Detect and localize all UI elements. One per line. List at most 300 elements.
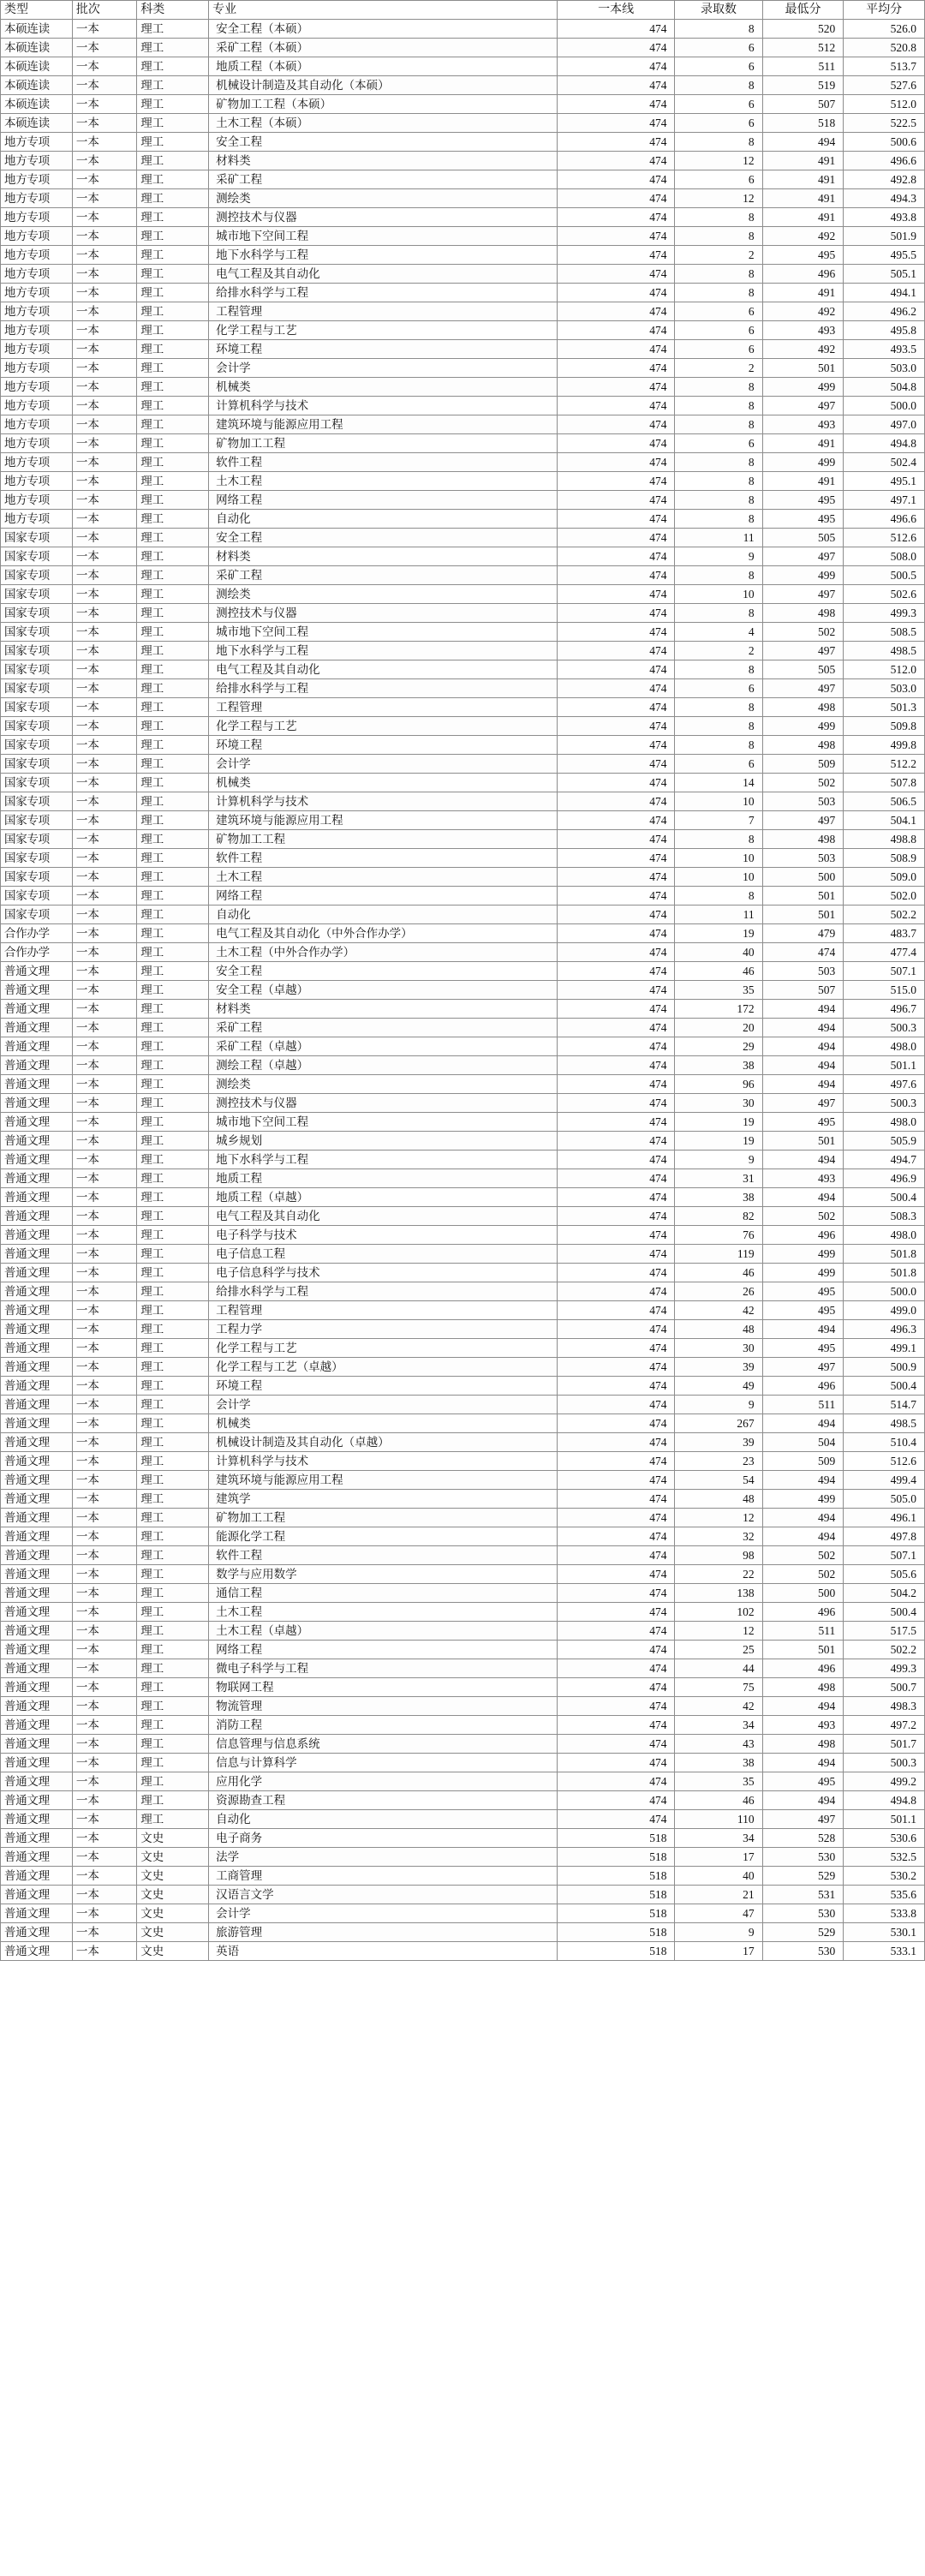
cell-batch: 一本 [72, 1113, 136, 1132]
cell-type: 普通文理 [1, 1037, 73, 1056]
cell-batch: 一本 [72, 1075, 136, 1094]
cell-min-score: 479 [762, 924, 844, 943]
cell-admitted-count: 6 [675, 679, 762, 698]
cell-major: 软件工程 [209, 849, 558, 868]
cell-avg-score: 527.6 [844, 76, 925, 95]
cell-type: 普通文理 [1, 1414, 73, 1433]
cell-admitted-count: 138 [675, 1584, 762, 1603]
cell-min-score: 496 [762, 265, 844, 284]
cell-first-tier-line: 474 [557, 1207, 675, 1226]
cell-subject: 理工 [137, 1358, 209, 1377]
cell-first-tier-line: 518 [557, 1942, 675, 1961]
cell-subject: 理工 [137, 1584, 209, 1603]
cell-avg-score: 498.8 [844, 830, 925, 849]
cell-subject: 文史 [137, 1886, 209, 1904]
cell-admitted-count: 9 [675, 1396, 762, 1414]
cell-first-tier-line: 474 [557, 943, 675, 962]
cell-subject: 理工 [137, 604, 209, 623]
cell-first-tier-line: 474 [557, 265, 675, 284]
cell-first-tier-line: 474 [557, 1169, 675, 1188]
cell-type: 地方专项 [1, 189, 73, 208]
cell-type: 普通文理 [1, 1584, 73, 1603]
cell-major: 会计学 [209, 359, 558, 378]
table-row [1, 924, 925, 943]
cell-subject: 文史 [137, 1923, 209, 1942]
cell-avg-score: 502.2 [844, 1641, 925, 1659]
cell-avg-score: 477.4 [844, 943, 925, 962]
cell-type: 国家专项 [1, 642, 73, 660]
cell-avg-score: 508.9 [844, 849, 925, 868]
cell-avg-score: 508.3 [844, 1207, 925, 1226]
cell-type: 地方专项 [1, 397, 73, 415]
cell-batch: 一本 [72, 1245, 136, 1264]
cell-batch: 一本 [72, 378, 136, 397]
cell-avg-score: 501.3 [844, 698, 925, 717]
cell-avg-score: 499.1 [844, 1339, 925, 1358]
cell-min-score: 511 [762, 1622, 844, 1641]
cell-subject: 理工 [137, 529, 209, 547]
cell-subject: 理工 [137, 1226, 209, 1245]
cell-min-score: 511 [762, 57, 844, 76]
cell-min-score: 493 [762, 1169, 844, 1188]
cell-type: 国家专项 [1, 698, 73, 717]
cell-admitted-count: 6 [675, 114, 762, 133]
cell-batch: 一本 [72, 1301, 136, 1320]
cell-subject: 理工 [137, 1414, 209, 1433]
cell-admitted-count: 7 [675, 811, 762, 830]
cell-type: 地方专项 [1, 152, 73, 170]
cell-min-score: 495 [762, 1339, 844, 1358]
cell-subject: 文史 [137, 1848, 209, 1867]
cell-batch: 一本 [72, 1622, 136, 1641]
cell-first-tier-line: 474 [557, 1754, 675, 1772]
cell-type: 国家专项 [1, 887, 73, 905]
cell-batch: 一本 [72, 1565, 136, 1584]
cell-subject: 理工 [137, 1207, 209, 1226]
cell-avg-score: 500.3 [844, 1019, 925, 1037]
cell-major: 土木工程 [209, 472, 558, 491]
cell-first-tier-line: 474 [557, 152, 675, 170]
table-row [1, 1245, 925, 1264]
table-row [1, 604, 925, 623]
cell-major: 法学 [209, 1848, 558, 1867]
cell-type: 普通文理 [1, 1320, 73, 1339]
cell-first-tier-line: 474 [557, 1471, 675, 1490]
cell-batch: 一本 [72, 1169, 136, 1188]
cell-type: 普通文理 [1, 1810, 73, 1829]
table-row [1, 585, 925, 604]
table-row [1, 1867, 925, 1886]
cell-first-tier-line: 474 [557, 547, 675, 566]
cell-first-tier-line: 474 [557, 1622, 675, 1641]
cell-admitted-count: 8 [675, 133, 762, 152]
cell-min-score: 494 [762, 133, 844, 152]
cell-subject: 理工 [137, 1490, 209, 1509]
cell-subject: 理工 [137, 208, 209, 227]
cell-subject: 理工 [137, 284, 209, 302]
cell-batch: 一本 [72, 1829, 136, 1848]
header-row [1, 1, 925, 20]
cell-admitted-count: 98 [675, 1546, 762, 1565]
cell-first-tier-line: 518 [557, 1886, 675, 1904]
cell-min-score: 502 [762, 774, 844, 792]
cell-major: 微电子科学与工程 [209, 1659, 558, 1678]
cell-admitted-count: 6 [675, 170, 762, 189]
cell-min-score: 507 [762, 95, 844, 114]
cell-type: 普通文理 [1, 1735, 73, 1754]
cell-avg-score: 499.3 [844, 604, 925, 623]
cell-type: 国家专项 [1, 679, 73, 698]
cell-major: 汉语言文学 [209, 1886, 558, 1904]
cell-first-tier-line: 474 [557, 1791, 675, 1810]
cell-first-tier-line: 474 [557, 1603, 675, 1622]
cell-subject: 理工 [137, 1019, 209, 1037]
cell-subject: 理工 [137, 642, 209, 660]
cell-batch: 一本 [72, 1226, 136, 1245]
cell-first-tier-line: 474 [557, 736, 675, 755]
cell-batch: 一本 [72, 284, 136, 302]
cell-avg-score: 499.3 [844, 1659, 925, 1678]
cell-admitted-count: 46 [675, 1264, 762, 1282]
table-row [1, 1301, 925, 1320]
cell-admitted-count: 12 [675, 152, 762, 170]
cell-type: 地方专项 [1, 415, 73, 434]
cell-admitted-count: 14 [675, 774, 762, 792]
cell-first-tier-line: 474 [557, 623, 675, 642]
cell-avg-score: 502.4 [844, 453, 925, 472]
cell-subject: 理工 [137, 1056, 209, 1075]
cell-first-tier-line: 474 [557, 227, 675, 246]
cell-admitted-count: 6 [675, 340, 762, 359]
cell-type: 普通文理 [1, 1019, 73, 1037]
cell-admitted-count: 8 [675, 510, 762, 529]
table-row [1, 378, 925, 397]
cell-avg-score: 512.6 [844, 529, 925, 547]
cell-type: 国家专项 [1, 792, 73, 811]
cell-min-score: 495 [762, 1282, 844, 1301]
cell-batch: 一本 [72, 1716, 136, 1735]
cell-admitted-count: 2 [675, 642, 762, 660]
cell-admitted-count: 47 [675, 1904, 762, 1923]
cell-subject: 理工 [137, 811, 209, 830]
cell-avg-score: 508.5 [844, 623, 925, 642]
cell-subject: 理工 [137, 170, 209, 189]
cell-major: 电气工程及其自动化 [209, 265, 558, 284]
cell-subject: 理工 [137, 453, 209, 472]
cell-first-tier-line: 518 [557, 1867, 675, 1886]
cell-first-tier-line: 474 [557, 39, 675, 57]
cell-first-tier-line: 474 [557, 1188, 675, 1207]
cell-batch: 一本 [72, 133, 136, 152]
cell-admitted-count: 75 [675, 1678, 762, 1697]
cell-avg-score: 496.1 [844, 1509, 925, 1527]
cell-major: 测绘工程（卓越） [209, 1056, 558, 1075]
cell-subject: 理工 [137, 415, 209, 434]
cell-first-tier-line: 474 [557, 1151, 675, 1169]
table-body [1, 20, 925, 1961]
cell-subject: 理工 [137, 547, 209, 566]
cell-batch: 一本 [72, 114, 136, 133]
cell-batch: 一本 [72, 1697, 136, 1716]
cell-batch: 一本 [72, 1414, 136, 1433]
cell-admitted-count: 48 [675, 1320, 762, 1339]
cell-first-tier-line: 474 [557, 415, 675, 434]
cell-admitted-count: 11 [675, 529, 762, 547]
cell-min-score: 494 [762, 1056, 844, 1075]
cell-admitted-count: 48 [675, 1490, 762, 1509]
cell-major: 自动化 [209, 510, 558, 529]
cell-subject: 理工 [137, 1697, 209, 1716]
cell-type: 普通文理 [1, 1113, 73, 1132]
table-row [1, 887, 925, 905]
cell-subject: 理工 [137, 265, 209, 284]
table-row [1, 1188, 925, 1207]
table-row [1, 265, 925, 284]
cell-batch: 一本 [72, 1396, 136, 1414]
cell-type: 国家专项 [1, 905, 73, 924]
cell-min-score: 501 [762, 359, 844, 378]
cell-subject: 理工 [137, 1339, 209, 1358]
table-row [1, 1132, 925, 1151]
cell-avg-score: 509.8 [844, 717, 925, 736]
cell-admitted-count: 2 [675, 246, 762, 265]
table-row [1, 246, 925, 265]
cell-first-tier-line: 474 [557, 170, 675, 189]
table-row [1, 1037, 925, 1056]
cell-subject: 理工 [137, 1377, 209, 1396]
cell-admitted-count: 30 [675, 1094, 762, 1113]
table-row [1, 1735, 925, 1754]
table-row [1, 566, 925, 585]
table-row [1, 962, 925, 981]
cell-batch: 一本 [72, 1791, 136, 1810]
cell-admitted-count: 8 [675, 887, 762, 905]
cell-admitted-count: 6 [675, 302, 762, 321]
cell-min-score: 497 [762, 547, 844, 566]
table-row [1, 755, 925, 774]
cell-min-score: 500 [762, 1584, 844, 1603]
cell-avg-score: 507.1 [844, 1546, 925, 1565]
cell-min-score: 520 [762, 20, 844, 39]
cell-first-tier-line: 474 [557, 1527, 675, 1546]
cell-min-score: 494 [762, 1414, 844, 1433]
cell-first-tier-line: 474 [557, 529, 675, 547]
cell-first-tier-line: 518 [557, 1923, 675, 1942]
cell-first-tier-line: 474 [557, 792, 675, 811]
cell-major: 安全工程 [209, 133, 558, 152]
cell-major: 化学工程与工艺 [209, 717, 558, 736]
cell-first-tier-line: 474 [557, 642, 675, 660]
cell-type: 普通文理 [1, 1886, 73, 1904]
cell-avg-score: 501.1 [844, 1056, 925, 1075]
cell-type: 普通文理 [1, 1151, 73, 1169]
cell-subject: 理工 [137, 1245, 209, 1264]
cell-type: 国家专项 [1, 811, 73, 830]
cell-batch: 一本 [72, 1772, 136, 1791]
cell-batch: 一本 [72, 1282, 136, 1301]
cell-admitted-count: 8 [675, 453, 762, 472]
cell-batch: 一本 [72, 1132, 136, 1151]
cell-min-score: 494 [762, 1151, 844, 1169]
cell-first-tier-line: 474 [557, 755, 675, 774]
cell-batch: 一本 [72, 642, 136, 660]
cell-batch: 一本 [72, 679, 136, 698]
cell-avg-score: 517.5 [844, 1622, 925, 1641]
cell-first-tier-line: 474 [557, 1132, 675, 1151]
cell-avg-score: 499.0 [844, 1301, 925, 1320]
cell-batch: 一本 [72, 849, 136, 868]
cell-avg-score: 500.0 [844, 1282, 925, 1301]
cell-admitted-count: 8 [675, 472, 762, 491]
cell-major: 采矿工程（本硕） [209, 39, 558, 57]
cell-major: 安全工程（本硕） [209, 20, 558, 39]
cell-first-tier-line: 474 [557, 585, 675, 604]
table-row [1, 1810, 925, 1829]
cell-subject: 理工 [137, 491, 209, 510]
cell-type: 地方专项 [1, 472, 73, 491]
cell-avg-score: 504.1 [844, 811, 925, 830]
cell-avg-score: 501.8 [844, 1264, 925, 1282]
cell-type: 普通文理 [1, 1509, 73, 1527]
cell-batch: 一本 [72, 491, 136, 510]
cell-subject: 理工 [137, 660, 209, 679]
cell-avg-score: 497.8 [844, 1527, 925, 1546]
cell-major: 环境工程 [209, 340, 558, 359]
cell-major: 网络工程 [209, 1641, 558, 1659]
cell-min-score: 503 [762, 792, 844, 811]
cell-subject: 理工 [137, 1264, 209, 1282]
cell-avg-score: 535.6 [844, 1886, 925, 1904]
cell-major: 化学工程与工艺 [209, 1339, 558, 1358]
cell-batch: 一本 [72, 95, 136, 114]
cell-subject: 理工 [137, 736, 209, 755]
table-row [1, 698, 925, 717]
cell-major: 建筑环境与能源应用工程 [209, 415, 558, 434]
cell-min-score: 492 [762, 227, 844, 246]
cell-major: 土木工程 [209, 1603, 558, 1622]
cell-type: 本硕连读 [1, 76, 73, 95]
cell-admitted-count: 34 [675, 1829, 762, 1848]
cell-type: 地方专项 [1, 227, 73, 246]
cell-type: 国家专项 [1, 547, 73, 566]
cell-avg-score: 522.5 [844, 114, 925, 133]
table-row [1, 1772, 925, 1791]
table-row [1, 717, 925, 736]
cell-major: 机械类 [209, 774, 558, 792]
cell-major: 电子科学与技术 [209, 1226, 558, 1245]
cell-admitted-count: 8 [675, 698, 762, 717]
cell-first-tier-line: 474 [557, 20, 675, 39]
cell-subject: 理工 [137, 698, 209, 717]
cell-major: 工程管理 [209, 698, 558, 717]
cell-first-tier-line: 474 [557, 981, 675, 1000]
cell-min-score: 512 [762, 39, 844, 57]
cell-first-tier-line: 474 [557, 849, 675, 868]
cell-type: 普通文理 [1, 1377, 73, 1396]
table-row [1, 1433, 925, 1452]
cell-batch: 一本 [72, 1358, 136, 1377]
cell-avg-score: 497.2 [844, 1716, 925, 1735]
cell-batch: 一本 [72, 755, 136, 774]
cell-batch: 一本 [72, 585, 136, 604]
cell-major: 矿物加工工程（本硕） [209, 95, 558, 114]
cell-subject: 理工 [137, 1037, 209, 1056]
cell-batch: 一本 [72, 359, 136, 378]
cell-type: 国家专项 [1, 774, 73, 792]
cell-major: 测控技术与仪器 [209, 1094, 558, 1113]
cell-subject: 理工 [137, 981, 209, 1000]
cell-admitted-count: 8 [675, 566, 762, 585]
cell-admitted-count: 8 [675, 20, 762, 39]
cell-batch: 一本 [72, 1546, 136, 1565]
cell-first-tier-line: 474 [557, 1697, 675, 1716]
cell-avg-score: 498.0 [844, 1226, 925, 1245]
cell-subject: 理工 [137, 1169, 209, 1188]
cell-major: 电气工程及其自动化 [209, 1207, 558, 1226]
cell-type: 国家专项 [1, 717, 73, 736]
cell-avg-score: 498.5 [844, 642, 925, 660]
cell-batch: 一本 [72, 20, 136, 39]
cell-admitted-count: 42 [675, 1301, 762, 1320]
cell-subject: 理工 [137, 378, 209, 397]
cell-min-score: 492 [762, 302, 844, 321]
cell-subject: 理工 [137, 1301, 209, 1320]
cell-major: 工商管理 [209, 1867, 558, 1886]
cell-first-tier-line: 474 [557, 1019, 675, 1037]
cell-avg-score: 496.2 [844, 302, 925, 321]
cell-min-score: 531 [762, 1886, 844, 1904]
cell-min-score: 498 [762, 698, 844, 717]
cell-admitted-count: 40 [675, 1867, 762, 1886]
cell-first-tier-line: 474 [557, 1075, 675, 1094]
cell-avg-score: 497.1 [844, 491, 925, 510]
cell-batch: 一本 [72, 1490, 136, 1509]
cell-first-tier-line: 474 [557, 905, 675, 924]
cell-batch: 一本 [72, 736, 136, 755]
cell-major: 通信工程 [209, 1584, 558, 1603]
cell-type: 普通文理 [1, 1641, 73, 1659]
table-row [1, 1678, 925, 1697]
cell-avg-score: 530.2 [844, 1867, 925, 1886]
cell-first-tier-line: 474 [557, 434, 675, 453]
cell-type: 普通文理 [1, 1716, 73, 1735]
table-row [1, 1754, 925, 1772]
cell-first-tier-line: 474 [557, 1584, 675, 1603]
cell-admitted-count: 8 [675, 736, 762, 755]
cell-min-score: 491 [762, 434, 844, 453]
cell-first-tier-line: 474 [557, 133, 675, 152]
cell-subject: 理工 [137, 849, 209, 868]
cell-min-score: 496 [762, 1659, 844, 1678]
cell-subject: 理工 [137, 1433, 209, 1452]
table-row [1, 434, 925, 453]
cell-min-score: 495 [762, 491, 844, 510]
cell-major: 机械设计制造及其自动化（卓越） [209, 1433, 558, 1452]
cell-first-tier-line: 474 [557, 95, 675, 114]
cell-subject: 理工 [137, 905, 209, 924]
cell-first-tier-line: 474 [557, 1546, 675, 1565]
cell-avg-score: 520.8 [844, 39, 925, 57]
cell-major: 测控技术与仪器 [209, 604, 558, 623]
cell-min-score: 505 [762, 529, 844, 547]
cell-major: 化学工程与工艺 [209, 321, 558, 340]
cell-min-score: 495 [762, 1113, 844, 1132]
cell-batch: 一本 [72, 566, 136, 585]
cell-batch: 一本 [72, 76, 136, 95]
cell-major: 会计学 [209, 755, 558, 774]
cell-first-tier-line: 474 [557, 1659, 675, 1678]
cell-type: 普通文理 [1, 1433, 73, 1452]
